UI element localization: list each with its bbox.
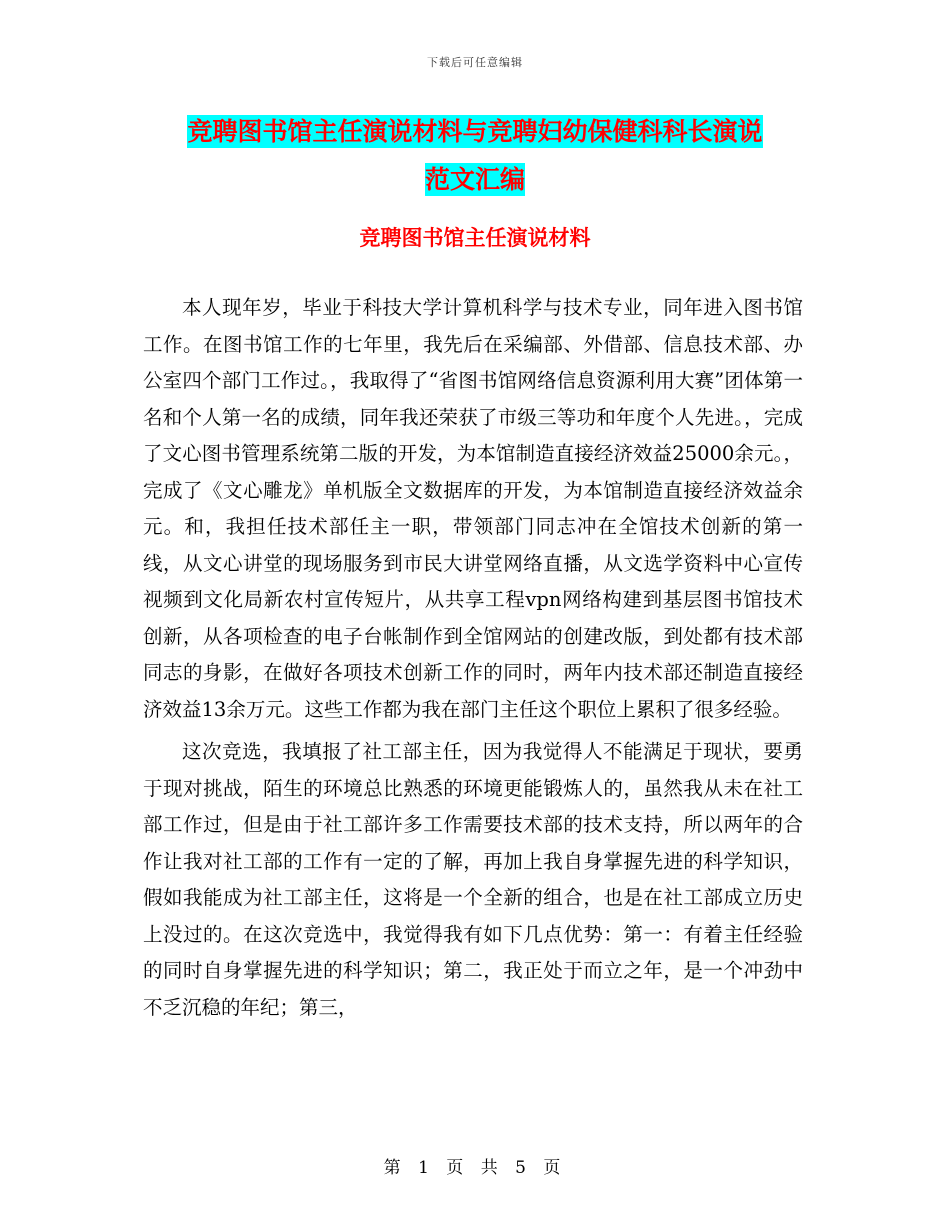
section-title: 竞聘图书馆主任演说材料 xyxy=(359,226,591,250)
document-title-line-1: 竞聘图书馆主任演说材料与竞聘妇幼保健科科长演说 xyxy=(187,117,763,146)
document-title-line-2: 范文汇编 xyxy=(424,165,525,194)
paragraph: 这次竞选，我填报了社工部主任，因为我觉得人不能满足于现状，要勇于现对挑战，陌生的环境总比熟悉的环境更能锻炼人的，虽然我从未在社工部工作过，但是由于社工部许多工作需要技术部的技术支持，所以两年的合作让我对社工部的工作有一定的了解，再加上我自身掌握先进的科学知识，假如我能成为社工部主任，这将是一个全新的组合，也是在社工部成立历史上没过的。在这次竞选中，我觉得我有如下几点优势：第一：有着主任经验的同时自身掌握先进的科学知识；第二，我正处于而立之年，是一个冲劲中不乏沉稳的年纪；第三， xyxy=(143,740,803,1019)
header-note: 下载后可任意编辑 xyxy=(427,56,523,69)
body-text xyxy=(143,290,803,1032)
document-title xyxy=(0,108,950,204)
paragraph: 本人现年岁，毕业于科技大学计算机科学与技术专业，同年进入图书馆工作。在图书馆工作的七年里，我先后在采编部、外借部、信息技术部、办公室四个部门工作过。，我取得了“省图书馆网络信息资源利用大赛”团体第一名和个人第一名的成绩，同年我还荣获了市级三等功和年度个人先进。，完成了文心图书管理系统第二版的开发，为本馆制造直接经济效益25000余元。，完成了《文心雕龙》单机版全文数据库的开发，为本馆制造直接经济效益余元。和，我担任技术部任主一职，带领部门同志冲在全馆技术创新的第一线，从文心讲堂的现场服务到市民大讲堂网络直播，从文选学资料中心宣传视频到文化局新农村宣传短片，从共享工程vpn网络构建到基层图书馆技术创新，从各项检查的电子台帐制作到全馆网站的创建改版，到处都有技术部同志的身影，在做好各项技术创新工作的同时，两年内技术部还制造直接经济效益13余万元。这些工作都为我在部门主任这个职位上累积了很多经验。 xyxy=(143,296,803,721)
page-footer: 第 1 页 共 5 页 xyxy=(383,1158,567,1178)
